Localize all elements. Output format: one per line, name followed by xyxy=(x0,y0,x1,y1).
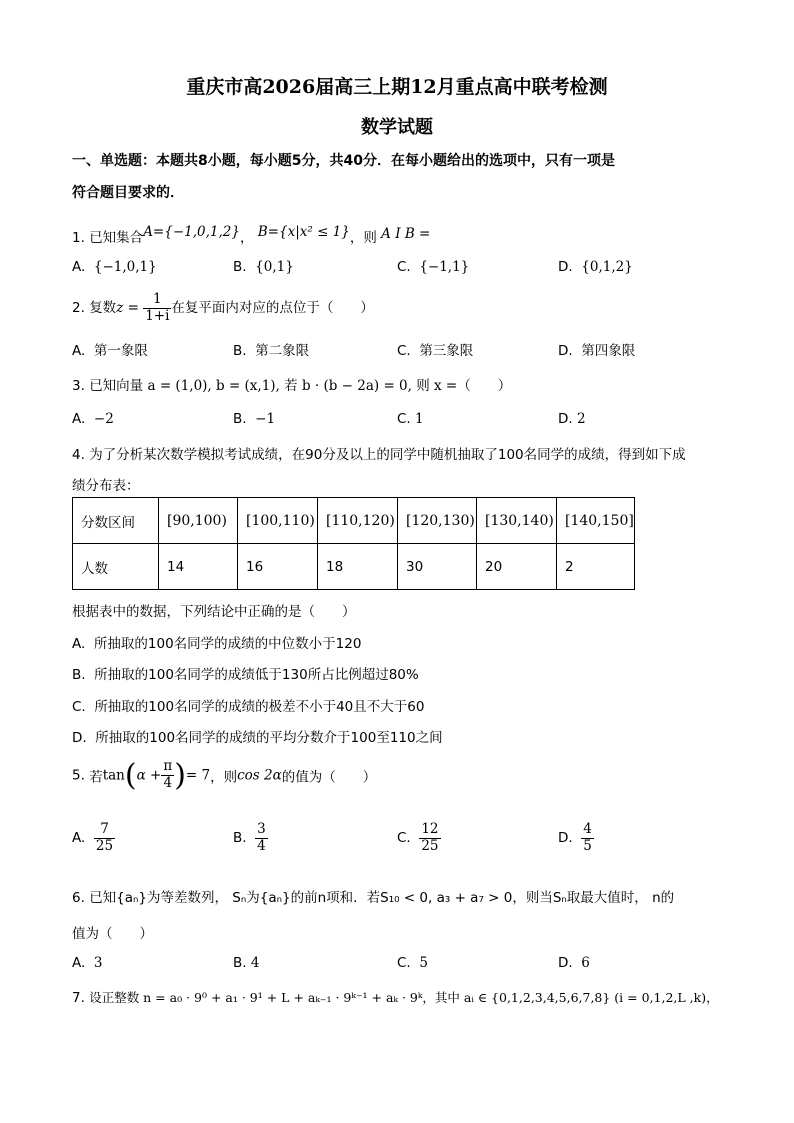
q1-option-a: A. {−1,0,1} xyxy=(72,259,157,275)
table-cell: 14 xyxy=(159,544,238,590)
table-cell: [110,120) xyxy=(318,498,398,544)
exam-subtitle: 数学试题 xyxy=(361,117,433,138)
question-number: 6. xyxy=(72,890,85,906)
table-cell: 20 xyxy=(477,544,557,590)
q6-option-c: C. 5 xyxy=(397,955,428,971)
q6-option-a: A. 3 xyxy=(72,955,103,971)
complex-z: z = xyxy=(116,300,139,317)
fraction: $\frac{\pi}{4}$ xyxy=(163,758,173,791)
question-number: 3. xyxy=(72,378,85,394)
q2-option-a: A. 第一象限 xyxy=(72,343,148,359)
q1-option-d: D. {0,1,2} xyxy=(558,259,633,275)
table-header-cell: 分数区间 xyxy=(73,498,159,544)
question-4-prompt: 根据表中的数据，下列结论中正确的是（ ） xyxy=(72,604,356,620)
question-text: 设正整数 n = a₀ · 9⁰ + a₁ · 9¹ + L + aₖ₋₁ · 9ᵏ⁻¹ + aₖ · 9ᵏ，其中 aᵢ ∈ {0,1,2,3,4,5,6,7,8} (i = 0,1,2,L ,k)， xyxy=(89,990,719,1005)
set-b-definition: B={x|x² ≤ 1} xyxy=(257,224,350,240)
q3-option-d: D. 2 xyxy=(558,411,586,427)
fraction: $\frac{7}{25}$ xyxy=(95,821,114,854)
question-4-stem xyxy=(72,443,686,463)
q2-option-c: C. 第三象限 xyxy=(397,343,474,359)
question-text: 已知{aₙ}为等差数列， Sₙ为{aₙ}的前n项和．若S₁₀ < 0, a₃ + a₇ > 0，则当Sₙ取最大值时， n的 xyxy=(89,890,675,906)
question-6-stem-line2: 值为（ ） xyxy=(72,926,153,942)
section-heading-line2: 符合题目要求的． xyxy=(72,185,184,201)
question-2-stem: 2. 复数z = $\frac{1}{1+i}$ 在复平面内对应的点位于（ ） xyxy=(72,291,374,324)
table-row xyxy=(73,544,635,590)
q2-option-d: D. 第四象限 xyxy=(558,343,636,359)
question-4-stem-line2: 绩分布表： xyxy=(72,478,140,494)
fraction: $\frac{1}{1+i}$ xyxy=(145,291,170,324)
q4-option-a: A. 所抽取的100名同学的成绩的中位数小于120 xyxy=(72,636,362,652)
table-cell: [100,110) xyxy=(238,498,318,544)
question-number: 5. xyxy=(72,767,85,784)
table-cell: 18 xyxy=(318,544,398,590)
question-7-stem xyxy=(72,988,719,1006)
question-number: 1. xyxy=(72,230,85,246)
q4-option-b: B. 所抽取的100名同学的成绩低于130所占比例超过80% xyxy=(72,667,419,683)
q4-option-c: C. 所抽取的100名同学的成绩的极差不小于40且不大于60 xyxy=(72,699,425,715)
question-number: 4. xyxy=(72,447,85,463)
fraction: $\frac{12}{25}$ xyxy=(421,821,439,854)
q3-option-c: C. 1 xyxy=(397,411,424,427)
q1-option-b: B. {0,1} xyxy=(233,259,294,275)
table-cell: 16 xyxy=(238,544,318,590)
question-text: ，则 xyxy=(349,230,377,246)
section-heading-line1: 一、单选题：本题共8小题，每小题5分，共40分．在每小题给出的选项中，只有一项是 xyxy=(72,153,615,169)
table-cell: [130,140) xyxy=(477,498,557,544)
table-row xyxy=(73,498,635,544)
question-text: 已知集合 xyxy=(89,230,144,246)
table-cell: [120,130) xyxy=(398,498,477,544)
q2-option-b: B. 第二象限 xyxy=(233,343,310,359)
q5-option-c: C. $\frac{12}{25}$ xyxy=(397,821,439,854)
table-cell: [140,150] xyxy=(557,498,635,544)
fraction: $\frac{4}{5}$ xyxy=(583,821,592,854)
question-6-stem xyxy=(72,886,674,906)
q5-option-b: B. $\frac{3}{4}$ xyxy=(233,821,266,854)
intersection-expression: A I B = xyxy=(381,226,431,242)
q3-option-a: A. −2 xyxy=(72,411,114,427)
q4-option-d: D. 所抽取的100名同学的成绩的平均分数介于100至110之间 xyxy=(72,730,443,746)
fraction: $\frac{3}{4}$ xyxy=(257,821,266,854)
exam-title: 重庆市高2026届高三上期12月重点高中联考检测 xyxy=(186,76,608,98)
question-number: 7. xyxy=(72,990,85,1006)
question-1-stem: 1. 已知集合A={−1,0,1,2}， B={x|x² ≤ 1}，则 A I B = xyxy=(72,224,431,246)
score-distribution-table xyxy=(72,497,635,590)
question-text: 已知向量 a = (1,0), b = (x,1), 若 b · (b − 2a) = 0, 则 x =（ ） xyxy=(89,378,512,394)
q6-option-b: B. 4 xyxy=(233,955,260,971)
question-number: 2. xyxy=(72,300,85,317)
set-a-definition: A={−1,0,1,2} xyxy=(143,224,240,240)
table-cell: 30 xyxy=(398,544,477,590)
q5-option-a: A. $\frac{7}{25}$ xyxy=(72,821,114,854)
question-5-stem: 5. 若tan(α + $\frac{\pi}{4}$ )= 7，则cos 2α的值为（ ） xyxy=(72,758,377,793)
q1-option-c: C. {−1,1} xyxy=(397,259,470,275)
table-header-cell: 人数 xyxy=(73,544,159,590)
table-cell: 2 xyxy=(557,544,635,590)
table-cell: [90,100) xyxy=(159,498,238,544)
question-text: 为了分析某次数学模拟考试成绩，在90分及以上的同学中随机抽取了100名同学的成绩，得到如下成 xyxy=(89,447,686,463)
q6-option-d: D. 6 xyxy=(558,955,590,971)
question-3-stem xyxy=(72,374,511,394)
q5-option-d: D. $\frac{4}{5}$ xyxy=(558,821,592,854)
q3-option-b: B. −1 xyxy=(233,411,276,427)
